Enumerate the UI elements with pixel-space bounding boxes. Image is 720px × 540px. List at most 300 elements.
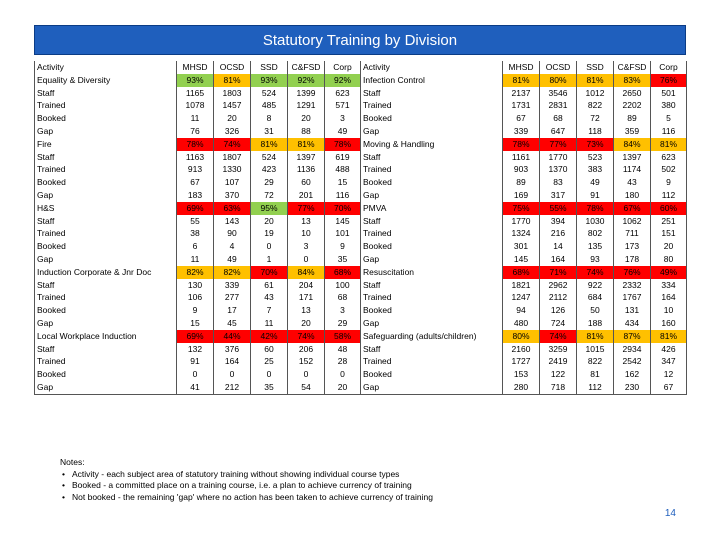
value-cell: 76 [177, 125, 214, 138]
row-label: Trained [361, 227, 503, 240]
value-cell: 1247 [503, 291, 540, 304]
percent-cell: 49% [651, 266, 687, 279]
value-cell: 17 [214, 304, 251, 317]
row-label: Gap [35, 317, 177, 330]
value-cell: 370 [214, 189, 251, 202]
value-cell: 434 [614, 317, 651, 330]
row-label: Staff [35, 343, 177, 356]
value-cell: 480 [503, 317, 540, 330]
table-row [35, 163, 361, 176]
value-cell: 54 [288, 381, 325, 394]
table-row [361, 343, 687, 356]
value-cell: 301 [503, 240, 540, 253]
value-cell: 13 [288, 304, 325, 317]
row-label: Booked [35, 368, 177, 381]
section-name: Resuscitation [361, 266, 503, 279]
value-cell: 152 [288, 355, 325, 368]
header-division: OCSD [540, 61, 577, 74]
value-cell: 15 [177, 317, 214, 330]
value-cell: 178 [614, 253, 651, 266]
section-name: Infection Control [361, 74, 503, 87]
value-cell: 91 [577, 189, 614, 202]
table-row [361, 381, 687, 394]
value-cell: 2650 [614, 87, 651, 100]
value-cell: 60 [251, 343, 288, 356]
row-label: Booked [361, 240, 503, 253]
value-cell: 90 [214, 227, 251, 240]
value-cell: 173 [614, 240, 651, 253]
percent-cell: 81% [577, 74, 614, 87]
value-cell: 922 [577, 279, 614, 292]
table-row [35, 343, 361, 356]
table-row [35, 176, 361, 189]
row-label: Staff [35, 279, 177, 292]
value-cell: 38 [177, 227, 214, 240]
value-cell: 201 [288, 189, 325, 202]
value-cell: 1397 [288, 151, 325, 164]
table-row [35, 317, 361, 330]
value-cell: 68 [325, 291, 361, 304]
table-row [35, 253, 361, 266]
row-label: Staff [35, 87, 177, 100]
percent-cell: 58% [325, 330, 361, 343]
section-name: Local Workplace Induction [35, 330, 177, 343]
percent-cell: 87% [614, 330, 651, 343]
value-cell: 3 [288, 240, 325, 253]
value-cell: 277 [214, 291, 251, 304]
value-cell: 524 [251, 151, 288, 164]
value-cell: 317 [540, 189, 577, 202]
value-cell: 1399 [288, 87, 325, 100]
value-cell: 20 [288, 112, 325, 125]
table-row [35, 291, 361, 304]
value-cell: 376 [214, 343, 251, 356]
value-cell: 383 [577, 163, 614, 176]
value-cell: 2112 [540, 291, 577, 304]
value-cell: 20 [325, 381, 361, 394]
table-row [35, 304, 361, 317]
value-cell: 131 [614, 304, 651, 317]
table-row [35, 189, 361, 202]
value-cell: 251 [651, 215, 687, 228]
table-row [361, 112, 687, 125]
percent-cell: 74% [288, 330, 325, 343]
value-cell: 524 [251, 87, 288, 100]
value-cell: 9 [651, 176, 687, 189]
value-cell: 1803 [214, 87, 251, 100]
percent-cell: 80% [540, 74, 577, 87]
note-item: • Not booked - the remaining 'gap' where no action has been taken to achieve currency of training [60, 492, 660, 504]
value-cell: 100 [325, 279, 361, 292]
value-cell: 183 [177, 189, 214, 202]
value-cell: 106 [177, 291, 214, 304]
value-cell: 903 [503, 163, 540, 176]
percent-cell: 81% [503, 74, 540, 87]
row-label: Gap [361, 189, 503, 202]
value-cell: 1727 [503, 355, 540, 368]
row-label: Booked [361, 112, 503, 125]
table-row [35, 355, 361, 368]
value-cell: 212 [214, 381, 251, 394]
row-label: Trained [361, 355, 503, 368]
value-cell: 188 [577, 317, 614, 330]
value-cell: 647 [540, 125, 577, 138]
table-row [35, 215, 361, 228]
section-row [361, 202, 687, 215]
value-cell: 802 [577, 227, 614, 240]
value-cell: 67 [651, 381, 687, 394]
value-cell: 1030 [577, 215, 614, 228]
training-table-right [360, 61, 687, 395]
value-cell: 1136 [288, 163, 325, 176]
section-name: Moving & Handling [361, 138, 503, 151]
row-label: Gap [361, 125, 503, 138]
value-cell: 4 [214, 240, 251, 253]
percent-cell: 81% [651, 138, 687, 151]
value-cell: 35 [325, 253, 361, 266]
value-cell: 426 [651, 343, 687, 356]
value-cell: 501 [651, 87, 687, 100]
header-division: C&FSD [288, 61, 325, 74]
percent-cell: 95% [251, 202, 288, 215]
row-label: Staff [361, 87, 503, 100]
value-cell: 1324 [503, 227, 540, 240]
percent-cell: 82% [214, 266, 251, 279]
value-cell: 67 [503, 112, 540, 125]
value-cell: 485 [251, 99, 288, 112]
value-cell: 91 [177, 355, 214, 368]
value-cell: 11 [251, 317, 288, 330]
value-cell: 145 [325, 215, 361, 228]
percent-cell: 81% [251, 138, 288, 151]
value-cell: 35 [251, 381, 288, 394]
value-cell: 1161 [503, 151, 540, 164]
value-cell: 13 [288, 215, 325, 228]
value-cell: 20 [251, 215, 288, 228]
section-row [361, 74, 687, 87]
value-cell: 822 [577, 355, 614, 368]
value-cell: 145 [503, 253, 540, 266]
value-cell: 180 [614, 189, 651, 202]
header-division: MHSD [503, 61, 540, 74]
percent-cell: 82% [177, 266, 214, 279]
percent-cell: 69% [177, 202, 214, 215]
row-label: Staff [361, 215, 503, 228]
value-cell: 711 [614, 227, 651, 240]
value-cell: 2542 [614, 355, 651, 368]
value-cell: 101 [325, 227, 361, 240]
value-cell: 1370 [540, 163, 577, 176]
percent-cell: 74% [577, 266, 614, 279]
value-cell: 93 [577, 253, 614, 266]
value-cell: 1807 [214, 151, 251, 164]
value-cell: 423 [251, 163, 288, 176]
value-cell: 1457 [214, 99, 251, 112]
value-cell: 28 [325, 355, 361, 368]
value-cell: 1397 [614, 151, 651, 164]
value-cell: 1012 [577, 87, 614, 100]
value-cell: 0 [214, 368, 251, 381]
section-row [35, 138, 361, 151]
row-label: Trained [361, 163, 503, 176]
percent-cell: 78% [503, 138, 540, 151]
section-name: H&S [35, 202, 177, 215]
value-cell: 623 [325, 87, 361, 100]
value-cell: 1821 [503, 279, 540, 292]
value-cell: 230 [614, 381, 651, 394]
value-cell: 0 [325, 368, 361, 381]
section-row [361, 330, 687, 343]
table-row [361, 253, 687, 266]
value-cell: 171 [288, 291, 325, 304]
header-activity: Activity [361, 61, 503, 74]
value-cell: 1174 [614, 163, 651, 176]
value-cell: 29 [251, 176, 288, 189]
value-cell: 14 [540, 240, 577, 253]
value-cell: 280 [503, 381, 540, 394]
row-label: Booked [361, 176, 503, 189]
value-cell: 68 [540, 112, 577, 125]
header-division: C&FSD [614, 61, 651, 74]
percent-cell: 92% [325, 74, 361, 87]
section-row [35, 74, 361, 87]
value-cell: 0 [251, 240, 288, 253]
value-cell: 45 [214, 317, 251, 330]
value-cell: 339 [214, 279, 251, 292]
value-cell: 130 [177, 279, 214, 292]
value-cell: 488 [325, 163, 361, 176]
value-cell: 1 [251, 253, 288, 266]
row-label: Trained [35, 227, 177, 240]
value-cell: 11 [177, 253, 214, 266]
value-cell: 151 [651, 227, 687, 240]
value-cell: 83 [540, 176, 577, 189]
percent-cell: 93% [251, 74, 288, 87]
training-table-left [34, 61, 361, 395]
table-row [361, 368, 687, 381]
row-label: Trained [35, 99, 177, 112]
value-cell: 48 [325, 343, 361, 356]
page-number: 14 [664, 508, 676, 519]
header-division: SSD [577, 61, 614, 74]
value-cell: 3 [325, 112, 361, 125]
table-row [35, 368, 361, 381]
header-row [35, 61, 361, 74]
row-label: Staff [35, 151, 177, 164]
row-label: Gap [361, 317, 503, 330]
row-label: Booked [361, 368, 503, 381]
value-cell: 5 [651, 112, 687, 125]
value-cell: 112 [577, 381, 614, 394]
table-row [35, 99, 361, 112]
percent-cell: 81% [577, 330, 614, 343]
header-activity: Activity [35, 61, 177, 74]
percent-cell: 70% [251, 266, 288, 279]
table-row [35, 279, 361, 292]
row-label: Trained [35, 291, 177, 304]
row-label: Staff [35, 215, 177, 228]
value-cell: 359 [614, 125, 651, 138]
row-label: Gap [361, 253, 503, 266]
value-cell: 1078 [177, 99, 214, 112]
value-cell: 380 [651, 99, 687, 112]
value-cell: 204 [288, 279, 325, 292]
value-cell: 502 [651, 163, 687, 176]
value-cell: 2332 [614, 279, 651, 292]
table-row [361, 240, 687, 253]
value-cell: 164 [540, 253, 577, 266]
value-cell: 339 [503, 125, 540, 138]
value-cell: 126 [540, 304, 577, 317]
value-cell: 94 [503, 304, 540, 317]
table-row [361, 215, 687, 228]
value-cell: 684 [577, 291, 614, 304]
value-cell: 216 [540, 227, 577, 240]
row-label: Gap [35, 125, 177, 138]
percent-cell: 75% [503, 202, 540, 215]
header-division: SSD [251, 61, 288, 74]
value-cell: 822 [577, 99, 614, 112]
notes [60, 457, 660, 503]
value-cell: 3 [325, 304, 361, 317]
value-cell: 143 [214, 215, 251, 228]
percent-cell: 83% [614, 74, 651, 87]
value-cell: 1731 [503, 99, 540, 112]
row-label: Trained [361, 99, 503, 112]
percent-cell: 74% [540, 330, 577, 343]
value-cell: 347 [651, 355, 687, 368]
note-item: • Booked - a committed place on a training course, i.e. a plan to achieve currency of training [60, 480, 660, 492]
value-cell: 67 [177, 176, 214, 189]
percent-cell: 42% [251, 330, 288, 343]
table-row [35, 112, 361, 125]
value-cell: 132 [177, 343, 214, 356]
value-cell: 88 [288, 125, 325, 138]
note-item: • Activity - each subject area of statutory training without showing individual course types [60, 469, 660, 481]
row-label: Booked [35, 112, 177, 125]
section-name: Safeguarding (adults/children) [361, 330, 503, 343]
table-row [361, 304, 687, 317]
percent-cell: 60% [651, 202, 687, 215]
value-cell: 49 [214, 253, 251, 266]
value-cell: 2934 [614, 343, 651, 356]
value-cell: 206 [288, 343, 325, 356]
table-row [361, 99, 687, 112]
section-name: Induction Corporate & Jnr Doc [35, 266, 177, 279]
value-cell: 913 [177, 163, 214, 176]
header-division: Corp [325, 61, 361, 74]
row-label: Gap [35, 253, 177, 266]
row-label: Booked [35, 240, 177, 253]
row-label: Trained [361, 291, 503, 304]
table-row [361, 291, 687, 304]
value-cell: 3546 [540, 87, 577, 100]
table-row [35, 240, 361, 253]
value-cell: 724 [540, 317, 577, 330]
value-cell: 116 [325, 189, 361, 202]
value-cell: 11 [177, 112, 214, 125]
row-label: Trained [35, 163, 177, 176]
value-cell: 89 [614, 112, 651, 125]
value-cell: 135 [577, 240, 614, 253]
row-label: Staff [361, 151, 503, 164]
section-row [361, 138, 687, 151]
value-cell: 9 [325, 240, 361, 253]
row-label: Booked [361, 304, 503, 317]
percent-cell: 55% [540, 202, 577, 215]
value-cell: 2419 [540, 355, 577, 368]
percent-cell: 67% [614, 202, 651, 215]
table-row [361, 317, 687, 330]
section-row [35, 266, 361, 279]
percent-cell: 78% [577, 202, 614, 215]
value-cell: 2962 [540, 279, 577, 292]
percent-cell: 69% [177, 330, 214, 343]
value-cell: 1165 [177, 87, 214, 100]
value-cell: 122 [540, 368, 577, 381]
value-cell: 2831 [540, 99, 577, 112]
value-cell: 107 [214, 176, 251, 189]
value-cell: 3259 [540, 343, 577, 356]
value-cell: 41 [177, 381, 214, 394]
row-label: Staff [361, 343, 503, 356]
table-row [35, 87, 361, 100]
percent-cell: 78% [325, 138, 361, 151]
table-row [35, 125, 361, 138]
page-title: Statutory Training by Division [34, 25, 686, 55]
value-cell: 326 [214, 125, 251, 138]
value-cell: 1163 [177, 151, 214, 164]
value-cell: 80 [651, 253, 687, 266]
value-cell: 20 [288, 317, 325, 330]
value-cell: 118 [577, 125, 614, 138]
percent-cell: 76% [614, 266, 651, 279]
value-cell: 718 [540, 381, 577, 394]
percent-cell: 84% [614, 138, 651, 151]
percent-cell: 68% [325, 266, 361, 279]
value-cell: 1767 [614, 291, 651, 304]
section-name: Equality & Diversity [35, 74, 177, 87]
value-cell: 89 [503, 176, 540, 189]
table-row [361, 279, 687, 292]
value-cell: 116 [651, 125, 687, 138]
value-cell: 7 [251, 304, 288, 317]
percent-cell: 71% [540, 266, 577, 279]
value-cell: 6 [177, 240, 214, 253]
value-cell: 623 [651, 151, 687, 164]
value-cell: 1291 [288, 99, 325, 112]
value-cell: 1015 [577, 343, 614, 356]
value-cell: 29 [325, 317, 361, 330]
value-cell: 55 [177, 215, 214, 228]
value-cell: 619 [325, 151, 361, 164]
percent-cell: 77% [288, 202, 325, 215]
percent-cell: 70% [325, 202, 361, 215]
percent-cell: 92% [288, 74, 325, 87]
table-row [361, 87, 687, 100]
value-cell: 49 [325, 125, 361, 138]
row-label: Booked [35, 304, 177, 317]
value-cell: 8 [251, 112, 288, 125]
percent-cell: 81% [288, 138, 325, 151]
row-label: Booked [35, 176, 177, 189]
value-cell: 160 [651, 317, 687, 330]
section-name: PMVA [361, 202, 503, 215]
value-cell: 20 [214, 112, 251, 125]
value-cell: 1770 [503, 215, 540, 228]
value-cell: 334 [651, 279, 687, 292]
value-cell: 60 [288, 176, 325, 189]
